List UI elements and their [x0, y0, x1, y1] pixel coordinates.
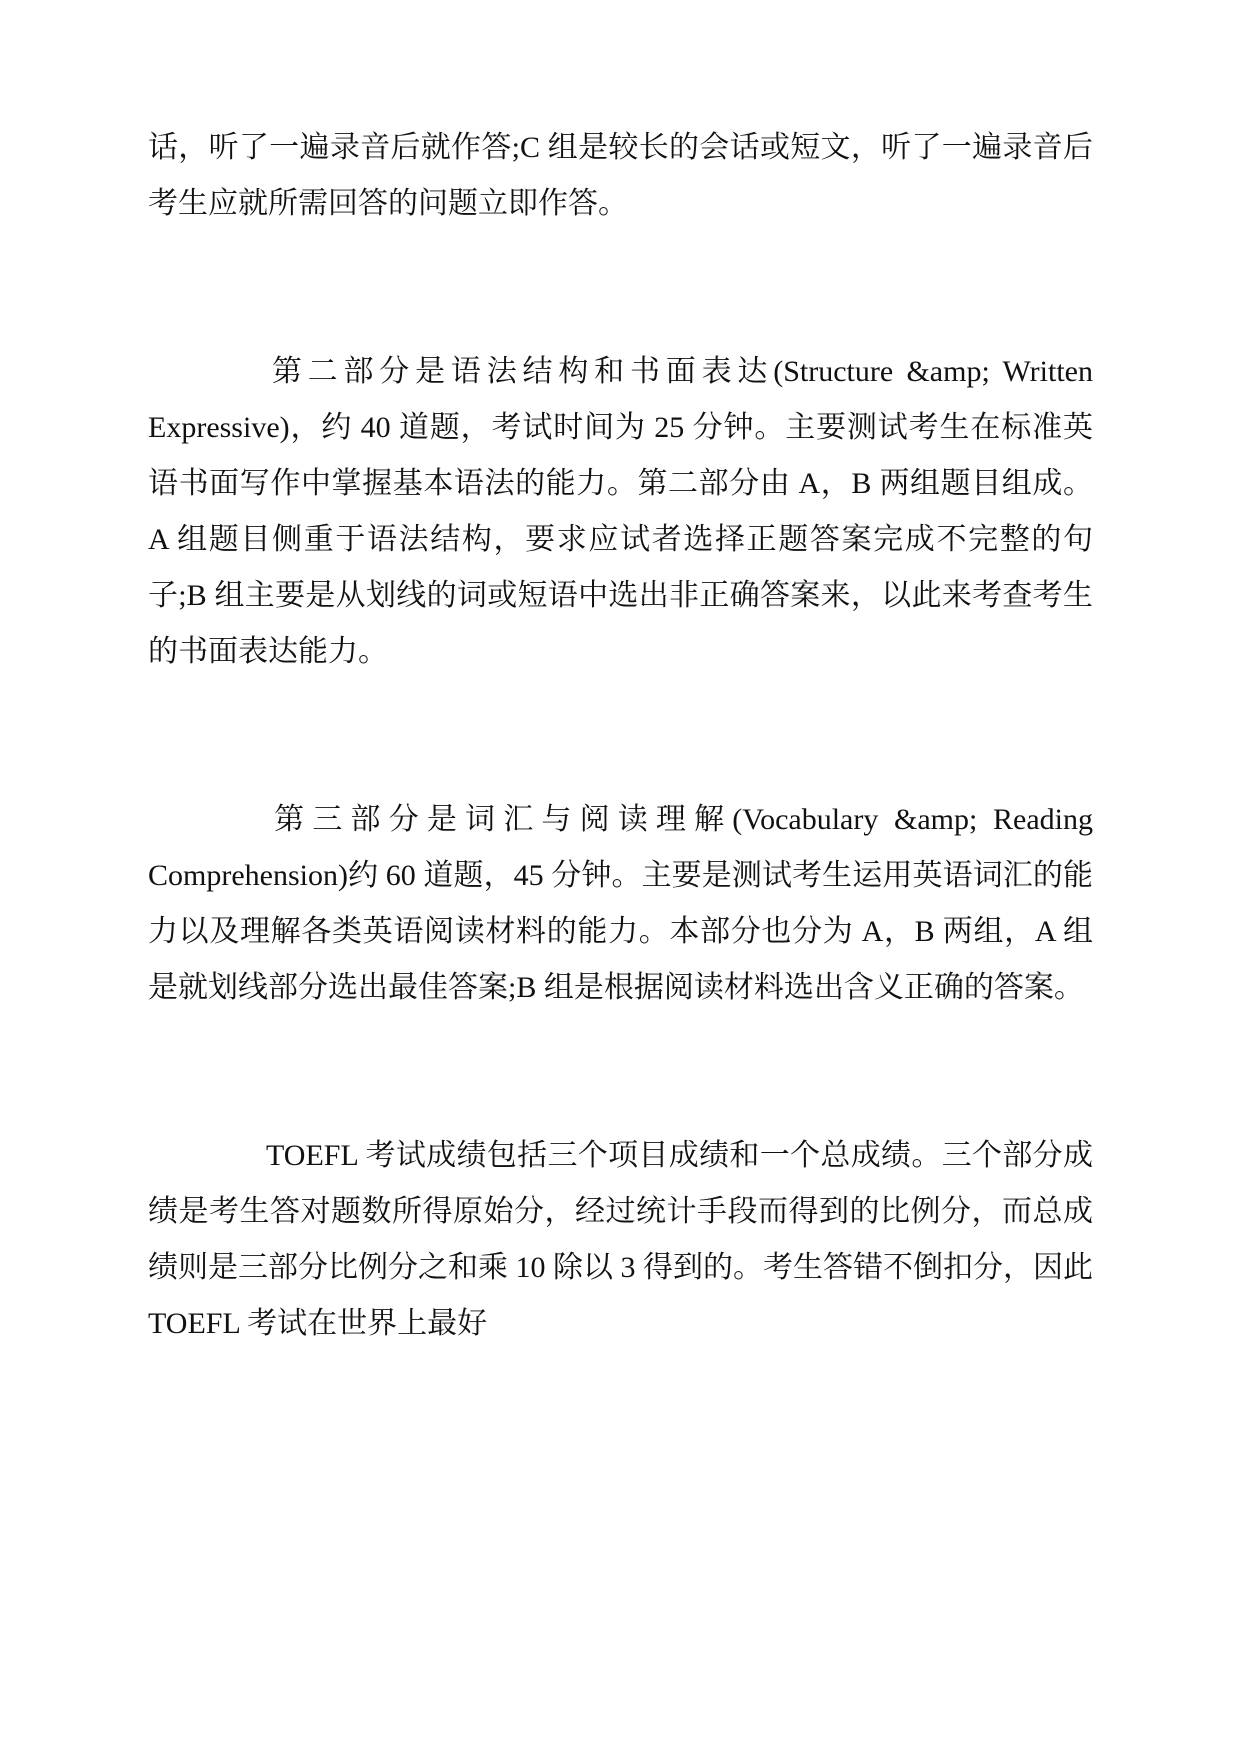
- paragraph-4: [148, 1128, 1093, 1352]
- paragraph-1-text: 话，听了一遍录音后就作答;C 组是较长的会话或短文，听了一遍录音后考生应就所需回答的问题立即作答。: [148, 131, 1093, 220]
- paragraph-1: [148, 120, 1093, 232]
- paragraph-spacer: [148, 680, 1093, 792]
- paragraph-3: [148, 792, 1093, 1016]
- paragraph-2-text: 第二部分是语法结构和书面表达(Structure &amp; Written Expressive)，约 40 道题，考试时间为 25 分钟。主要测试考生在标准英语书面写作中掌握基本语法的能力。第二部分由 A，B 两组题目组成。A 组题目侧重于语法结构，要求应试者选择正题答案完成不完整的句子;B 组主要是从划线的词或短语中选出非正确答案来，以此来考查考生的书面表达能力。: [148, 355, 1093, 668]
- paragraph-3-text: 第三部分是词汇与阅读理解(Vocabulary &amp; Reading Comprehension)约 60 道题，45 分钟。主要是测试考生运用英语词汇的能力以及理解各类英语阅读材料的能力。本部分也分为 A，B 两组，A 组是就划线部分选出最佳答案;B 组是根据阅读材料选出含义正确的答案。: [148, 803, 1093, 1004]
- document-body: [148, 120, 1093, 1352]
- paragraph-spacer: [148, 232, 1093, 344]
- paragraph-4-text: TOEFL 考试成绩包括三个项目成绩和一个总成绩。三个部分成绩是考生答对题数所得原始分，经过统计手段而得到的比例分，而总成绩则是三部分比例分之和乘 10 除以 3 得到的。考生答错不倒扣分，因此 TOEFL 考试在世界上最好: [148, 1139, 1093, 1340]
- paragraph-spacer: [148, 1016, 1093, 1128]
- paragraph-2: [148, 344, 1093, 680]
